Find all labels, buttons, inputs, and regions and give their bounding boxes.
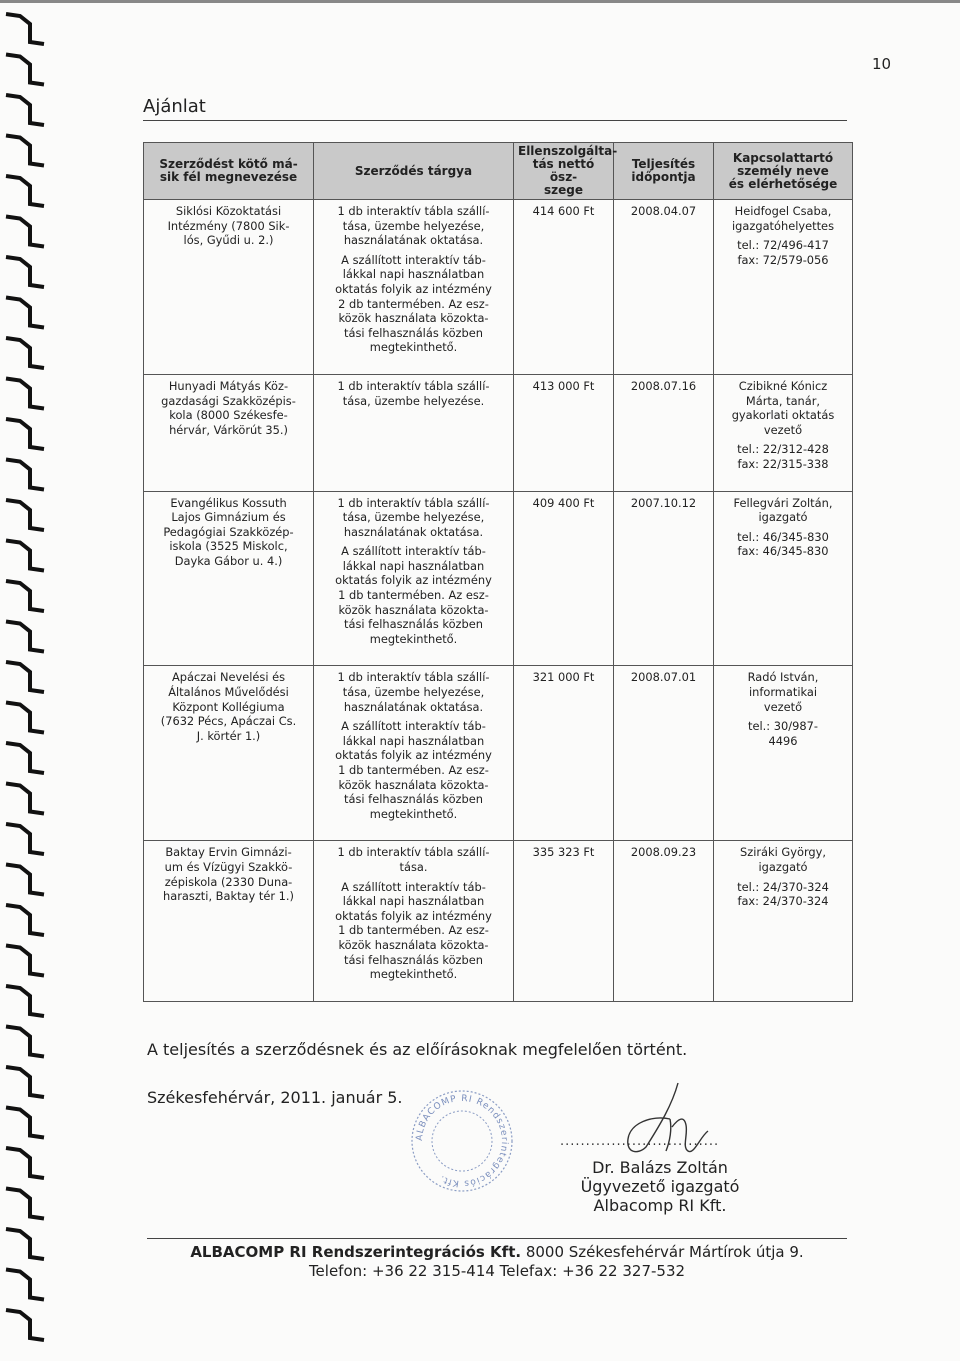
contact-cell: [714, 666, 853, 841]
party-cell: Evangélikus Kossuth Lajos Gimnázium és Pedagógiai Szakközép- iskola (3525 Miskolc, Dayka Gábor u. 4.): [144, 491, 314, 666]
binding-ring: [6, 1270, 44, 1300]
stamp-text: ALBACOMP RI Rendszerintegrációs Kft.: [414, 1093, 510, 1189]
amount-cell: 335 323 Ft: [514, 841, 614, 1001]
spiral-binding-graphic: [0, 0, 60, 1357]
binding-ring: [6, 986, 44, 1016]
date-cell: 2008.09.23: [614, 841, 714, 1001]
signer-name: Dr. Balázs Zoltán: [592, 1158, 728, 1177]
binding-ring: [6, 946, 44, 976]
binding-ring: [6, 784, 44, 814]
subject-cell: [314, 200, 514, 375]
date-cell: 2007.10.12: [614, 491, 714, 666]
footer-company: ALBACOMP RI Rendszerintegrációs Kft.: [190, 1243, 522, 1261]
header-party: Szerződést kötő má- sik fél megnevezése: [144, 143, 314, 200]
binding-ring: [6, 581, 44, 611]
table-header-row: [144, 143, 853, 200]
party-cell: Hunyadi Mátyás Köz- gazdasági Szakközépis- kola (8000 Székesfe- hérvár, Várkörút 35.): [144, 374, 314, 491]
binding-ring: [6, 500, 44, 530]
amount-cell: 414 600 Ft: [514, 200, 614, 375]
contact-name: Radó István, informatikai vezető: [747, 670, 819, 714]
binding-ring: [6, 1148, 44, 1178]
signature-line: ...............................: [560, 1134, 720, 1149]
contact-phone: tel.: 46/345-830 fax: 46/345-830: [737, 529, 829, 559]
binding-ring: [6, 905, 44, 935]
binding-ring: [6, 460, 44, 490]
footer: [147, 1243, 847, 1281]
subject-text: 1 db interaktív tábla szállí- tása, üzembe helyezése, használatának oktatása.: [337, 495, 490, 539]
page-number: 10: [872, 55, 892, 73]
binding-ring: [6, 176, 44, 206]
subject-text: A szállított interaktív táb- lákkal napi használatban oktatás folyik az intézmény 1 db tantermében. Az esz- közök használata közokta- tási felhasználás közben megtekinthető.: [335, 719, 492, 821]
binding-ring: [6, 298, 44, 328]
binding-ring: [6, 338, 44, 368]
contact-cell: [714, 841, 853, 1001]
svg-text:ALBACOMP RI Rendszerintegráció: [415, 1094, 509, 1188]
subject-cell: [314, 666, 514, 841]
footer-phones: Telefon: +36 22 315-414 Telefax: +36 22 327-532: [308, 1262, 686, 1280]
table-row: [144, 666, 853, 841]
table-row: [144, 374, 853, 491]
binding-ring: [6, 217, 44, 247]
signer-title: Ügyvezető igazgató: [580, 1177, 740, 1196]
spiral-binding: [0, 0, 60, 1357]
binding-ring: [6, 14, 44, 44]
party-cell: Apáczai Nevelési és Általános Művelődési Központ Kollégiuma (7632 Pécs, Apáczai Cs. J. körtér 1.): [144, 666, 314, 841]
subject-text: 1 db interaktív tábla szállí- tása.: [337, 845, 490, 874]
contact-name: Fellegvári Zoltán, igazgató: [733, 495, 833, 525]
references-table: [143, 142, 853, 1002]
contact-name: Heidfogel Csaba, igazgatóhelyettes: [731, 204, 834, 233]
binding-ring: [6, 95, 44, 125]
binding-ring: [6, 865, 44, 895]
footer-divider: [147, 1238, 847, 1239]
subject-text: A szállított interaktív táb- lákkal napi használatban oktatás folyik az intézmény 1 db tantermében. Az esz- közök használata közokta- tási felhasználás közben megtekinthető.: [335, 544, 492, 646]
header-amount: Ellenszolgálta- tás nettó ösz- szege: [514, 143, 614, 200]
contact-cell: [714, 374, 853, 491]
date-cell: 2008.07.01: [614, 666, 714, 841]
contact-phone: tel.: 24/370-324 fax: 24/370-324: [737, 879, 829, 909]
subject-cell: [314, 374, 514, 491]
table-row: [144, 200, 853, 375]
date-cell: 2008.04.07: [614, 200, 714, 375]
binding-ring: [6, 257, 44, 287]
header-date: Teljesítés időpontja: [614, 143, 714, 200]
party-cell: Siklósi Közoktatási Intézmény (7800 Sik- lós, Gyűdi u. 2.): [144, 200, 314, 375]
closing-statement: A teljesítés a szerződésnek és az előírásoknak megfelelően történt.: [147, 1040, 688, 1059]
contact-phone: tel.: 22/312-428 fax: 22/315-338: [737, 442, 829, 471]
binding-ring: [6, 136, 44, 166]
signer-company: Albacomp RI Kft.: [593, 1196, 727, 1215]
section-title: Ajánlat: [143, 96, 206, 117]
header-subject: Szerződés tárgya: [314, 143, 514, 200]
signer-block: [565, 1158, 755, 1215]
party-cell: Baktay Ervin Gimnázi- um és Vízügyi Szakkö- zépiskola (2330 Duna- haraszti, Baktay tér 1.): [144, 841, 314, 1001]
table-row: [144, 841, 853, 1001]
contact-phone: tel.: 72/496-417 fax: 72/579-056: [737, 238, 829, 267]
binding-ring: [6, 55, 44, 85]
binding-ring: [6, 1229, 44, 1259]
date-cell: 2008.07.16: [614, 374, 714, 491]
header-contact: Kapcsolattartó személy neve és elérhetősége: [714, 143, 853, 200]
title-divider: [143, 120, 847, 121]
company-stamp: [408, 1088, 516, 1194]
subject-text: A szállított interaktív táb- lákkal napi használatban oktatás folyik az intézmény 1 db tantermében. Az esz- közök használata közokta- tási felhasználás közben megtekinthető.: [335, 879, 492, 982]
binding-ring: [6, 703, 44, 733]
binding-ring: [6, 1067, 44, 1097]
binding-ring: [6, 1310, 44, 1340]
contact-name: Czibikné Kónicz Márta, tanár, gyakorlati oktatás vezető: [731, 378, 835, 437]
table-row: [144, 491, 853, 666]
amount-cell: 321 000 Ft: [514, 666, 614, 841]
binding-ring: [6, 662, 44, 692]
page-top-edge: [0, 0, 960, 3]
place-and-date: Székesfehérvár, 2011. január 5.: [147, 1088, 403, 1107]
subject-cell: [314, 841, 514, 1001]
footer-address-line: [147, 1243, 847, 1262]
contact-name: Sziráki György, igazgató: [739, 845, 827, 874]
binding-ring: [6, 419, 44, 449]
binding-ring: [6, 824, 44, 854]
amount-cell: 413 000 Ft: [514, 374, 614, 491]
contact-phone: tel.: 30/987- 4496: [748, 719, 818, 748]
binding-ring: [6, 743, 44, 773]
subject-text: 1 db interaktív tábla szállí- tása, üzembe helyezése, használatának oktatása.: [337, 204, 490, 248]
binding-ring: [6, 1189, 44, 1219]
subject-text: 1 db interaktív tábla szállí- tása, üzembe helyezése, használatának oktatása.: [337, 670, 490, 714]
subject-text: A szállított interaktív táb- lákkal napi használatban oktatás folyik az intézmény 2 db tantermében. Az esz- közök használata közokta- tási felhasználás közben megtekinthető.: [335, 252, 492, 355]
subject-cell: [314, 491, 514, 666]
amount-cell: 409 400 Ft: [514, 491, 614, 666]
binding-ring: [6, 1108, 44, 1138]
binding-ring: [6, 379, 44, 409]
contact-cell: [714, 200, 853, 375]
binding-ring: [6, 541, 44, 571]
contact-cell: [714, 491, 853, 666]
stamp-graphic: [408, 1088, 516, 1194]
binding-ring: [6, 622, 44, 652]
binding-ring: [6, 1027, 44, 1057]
subject-text: 1 db interaktív tábla szállí- tása, üzembe helyezése.: [337, 378, 490, 408]
footer-address: 8000 Székesfehérvár Mártírok útja 9.: [521, 1243, 804, 1261]
